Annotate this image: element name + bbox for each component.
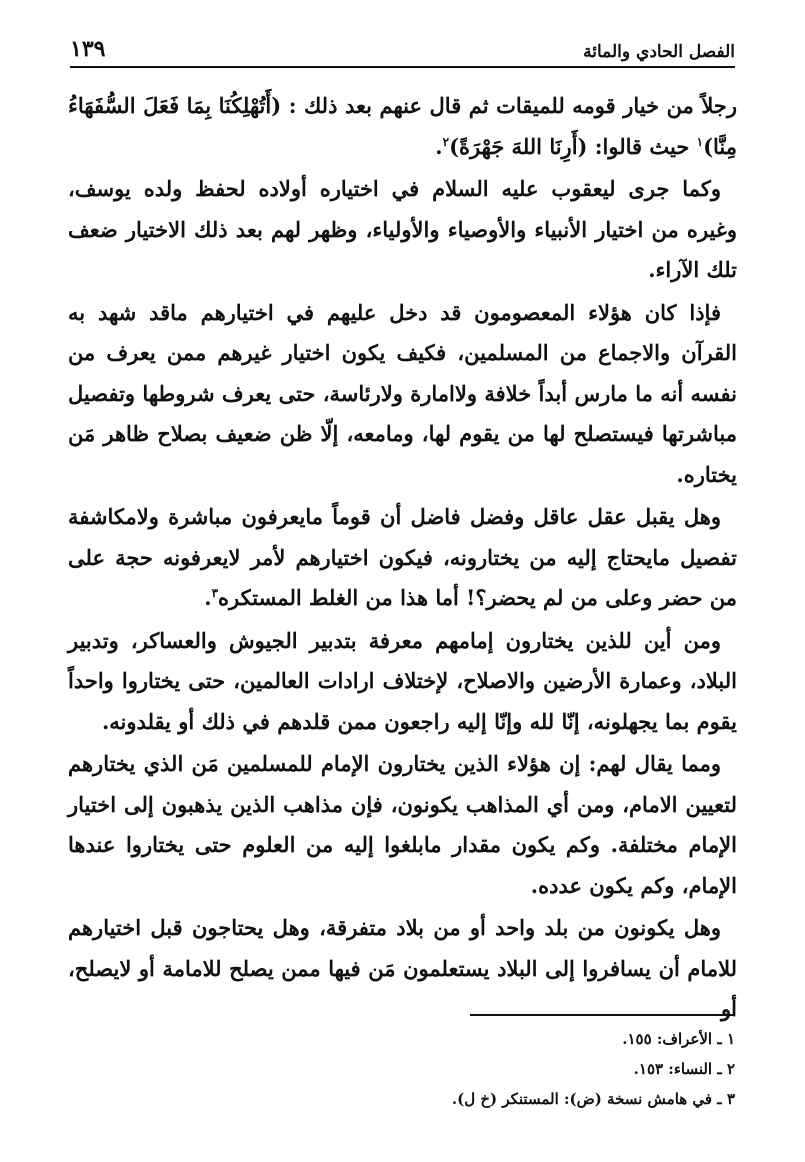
chapter-title: الفصل الحادي والمائة	[583, 42, 735, 62]
paragraph-1-tail: حيث قالوا: (أَرِنَا اللهَ جَهْرَةً)	[449, 133, 697, 159]
footnote-ref-1: ١	[696, 134, 704, 149]
footnote-ref-2: ٢	[442, 134, 450, 149]
footnote-ref-3: ٣	[211, 586, 219, 600]
footnote-rule	[470, 1014, 735, 1016]
page-number: ١٣٩	[70, 36, 106, 62]
paragraph-6: ومما يقال لهم: إن هؤلاء الذين يختارون الإمام للمسلمين مَن الذي يختارهم لتعيين الامام، ومن أي المذاهب يكونون، فإن مذاهب الذين يذهبون إلى اختيار الإمام مختلفة. وكم يكون مقدار مابلغوا إليه من العلوم حتى يختاروا عندها الإمام، وكم يكون عدده.	[68, 751, 737, 898]
body-text	[68, 86, 737, 1032]
paragraph-1-end: .	[435, 133, 443, 159]
footnote-3: ٣ ـ في هامش نسخة (ض): المستنكر (خ ل).	[451, 1090, 735, 1108]
paragraph-7: وهل يكونون من بلد واحد أو من بلاد متفرقة، وهل يحتاجون قبل اختيارهم للامام أن يسافروا إلى البلاد يستعلمون مَن فيها ممن يصلح للامامة أو لايصلح، أو	[68, 915, 737, 1021]
paragraph-4-end: .	[204, 585, 212, 610]
paragraph-5: ومن أين للذين يختارون إمامهم معرفة بتدبير الجيوش والعساكر، وتدبير البلاد، وعمارة الأرضين والاصلاح، لإختلاف ارادات العالمين، حتى يختاروا واحداً يقوم بما يجهلونه، إنّا لله وإنّا إليه راجعون ممن قلدهم في ذلك أو يقلدونه.	[68, 627, 737, 734]
footnotes	[70, 1024, 735, 1114]
paragraph-4	[68, 497, 737, 619]
footnote-1: ١ ـ الأعراف: ١٥٥.	[622, 1030, 735, 1048]
paragraph-1-text: رجلاً من خيار قومه للميقات ثم قال عنهم بعد ذلك : (أَتُهْلِكُنَا بِمَا فَعَلَ السُّفَهَاءُ مِنَّا)	[68, 93, 737, 159]
header-rule	[70, 66, 735, 68]
running-header	[70, 34, 735, 62]
paragraph-1	[68, 86, 737, 167]
paragraph-3: فإذا كان هؤلاء المعصومون قد دخل عليهم في اختيارهم ماقد شهد به القرآن والاجماع من المسلمين، فكيف يكون اختيار غيرهم ممن يعرف من نفسه أنه ما مارس أبداً خلافة ولاامارة ولارئاسة، حتى يعرف شروطها وتفصيل مباشرتها فيستصلح لها من يقوم لها، ومامعه، إلّا ظن ضعيف بصلاح ظاهر مَن يختاره.	[68, 299, 737, 487]
paragraph-2: وكما جرى ليعقوب عليه السلام في اختياره أولاده لحفظ ولده يوسف، وغيره من اختيار الأنبياء والأوصياء والأولياء، وظهر لهم بعد ذلك الاختيار ضعف تلك الآراء.	[68, 176, 737, 282]
paragraph-4-text: وهل يقبل عقل عاقل وفضل فاضل أن قوماً مايعرفون مباشرة ولامكاشفة تفصيل مايحتاج إليه من يختارونه، فيكون اختيارهم لأمر لايعرفونه حجة على من حضر وعلى من لم يحضر؟! أما هذا من الغلط المستكره	[68, 504, 737, 610]
footnote-2: ٢ ـ النساء: ١٥٣.	[633, 1060, 735, 1078]
